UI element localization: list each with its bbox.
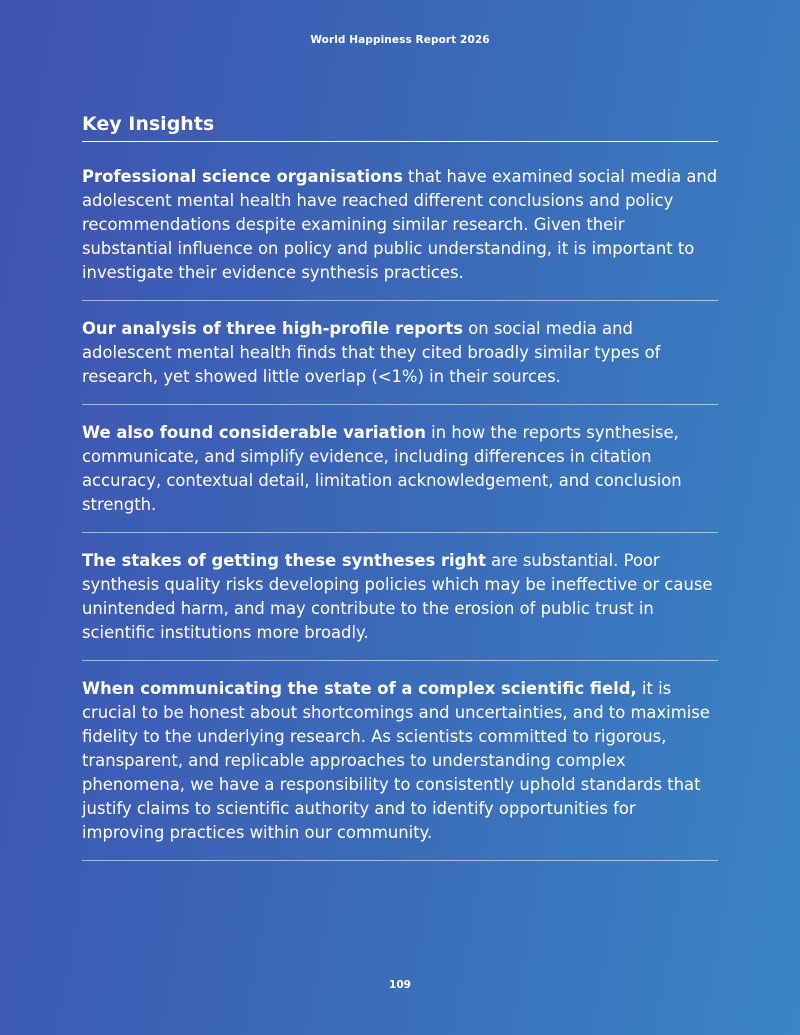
- insight-text: in how the reports synthesise, communicate, and simplify evidence, including differences in citation accuracy, contextual detail, limitation acknowledgement, and conclusion strength.: [82, 423, 682, 514]
- key-insights-section: [82, 113, 718, 861]
- insight-text: on social media and adolescent mental health finds that they cited broadly similar types of research, yet showed little overlap (<1%) in their sources.: [82, 319, 661, 386]
- insight-lead: Our analysis of three high-profile reports: [82, 319, 463, 338]
- page-number: 109: [389, 979, 411, 991]
- report-header: World Happiness Report 2026: [310, 34, 490, 46]
- insight-paragraph: [82, 405, 718, 533]
- insight-text: that have examined social media and adolescent mental health have reached different conclusions and policy recommendations despite examining similar research. Given their substantial influence on policy and public understanding, it is important to investigate their evidence synthesis practices.: [82, 167, 718, 282]
- insight-paragraph: [82, 301, 718, 405]
- insight-text: it is crucial to be honest about shortcomings and uncertainties, and to maximise fidelity to the underlying research. As scientists committed to rigorous, transparent, and replicable approaches to understanding complex phenomena, we have a responsibility to consistently uphold standards that justify claims to scientific authority and to identify opportunities for improving practices within our community.: [82, 679, 710, 842]
- insight-lead: When communicating the state of a complex scientific field,: [82, 679, 637, 698]
- insight-text: are substantial. Poor synthesis quality risks developing policies which may be ineffective or cause unintended harm, and may contribute to the erosion of public trust in scientific institutions more broadly.: [82, 551, 713, 642]
- insight-paragraph: [82, 661, 718, 861]
- insight-lead: We also found considerable variation: [82, 423, 426, 442]
- insight-paragraph: [82, 142, 718, 301]
- section-title: Key Insights: [82, 113, 718, 142]
- insight-lead: The stakes of getting these syntheses right: [82, 551, 486, 570]
- insight-paragraph: [82, 533, 718, 661]
- insight-lead: Professional science organisations: [82, 167, 403, 186]
